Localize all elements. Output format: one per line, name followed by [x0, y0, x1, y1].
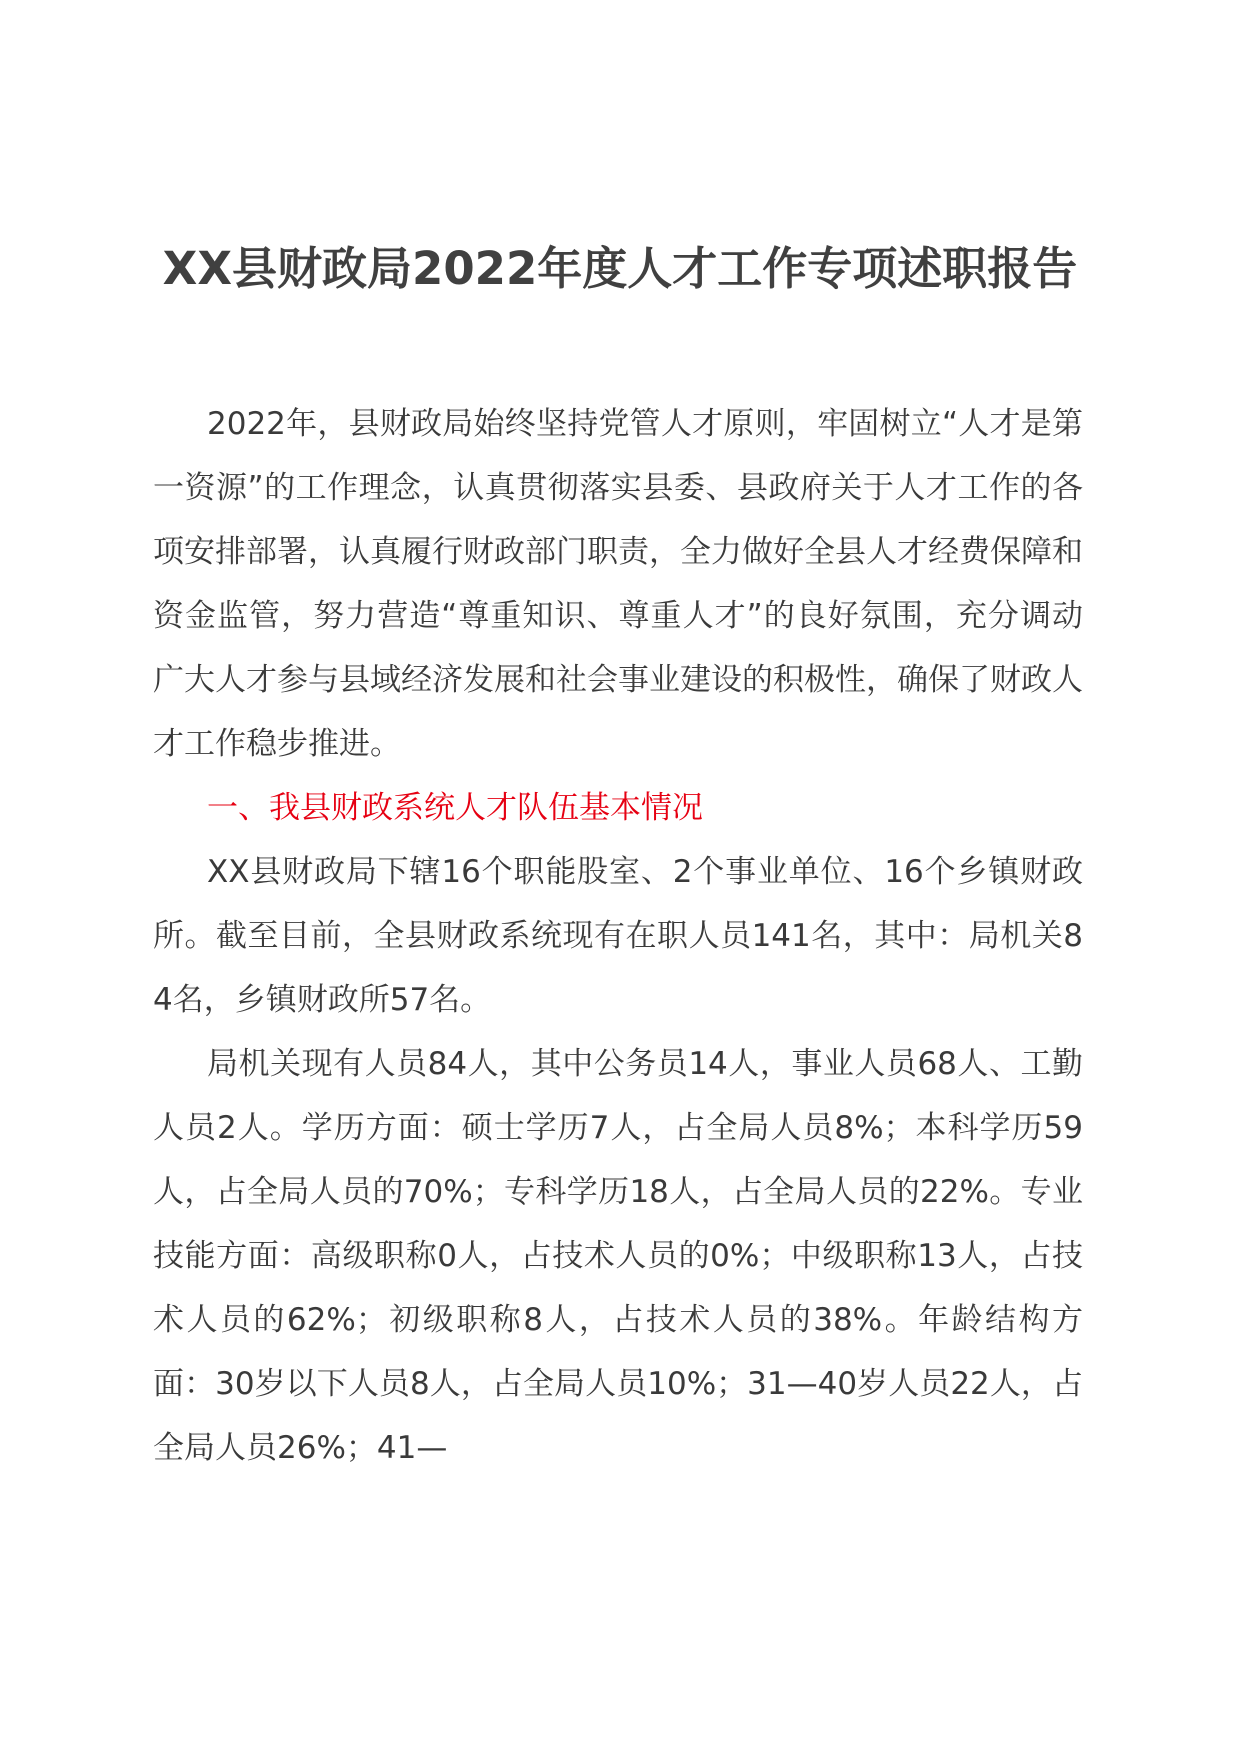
document-title: XX县财政局2022年度人才工作专项述职报告 — [162, 242, 1078, 295]
section-paragraph-2: 局机关现有人员84人，其中公务员14人，事业人员68人、工勤人员2人。学历方面：硕士学历7人，占全局人员8%；本科学历59人，占全局人员的70%；专科学历18人，占全局人员的22%。专业技能方面：高级职称0人，占技术人员的0%；中级职称13人，占技术人员的62%；初级职称8人，占技术人员的38%。年龄结构方面：30岁以下人员8人，占全局人员10%；31—40岁人员22人，占全局人员26%；41— — [153, 1046, 1083, 1466]
section-paragraph-1: XX县财政局下辖16个职能股室、2个事业单位、16个乡镇财政所。截至目前，全县财政系统现有在职人员141名，其中：局机关84名，乡镇财政所57名。 — [153, 854, 1083, 1018]
intro-paragraph: 2022年，县财政局始终坚持党管人才原则，牢固树立“人才是第一资源”的工作理念，认真贯彻落实县委、县政府关于人才工作的各项安排部署，认真履行财政部门职责，全力做好全县人才经费保障和资金监管，努力营造“尊重知识、尊重人才”的良好氛围，充分调动广大人才参与县域经济发展和社会事业建设的积极性，确保了财政人才工作稳步推进。 — [153, 406, 1083, 762]
section-heading: 一、我县财政系统人才队伍基本情况 — [207, 790, 703, 826]
document-body — [153, 392, 1083, 1480]
